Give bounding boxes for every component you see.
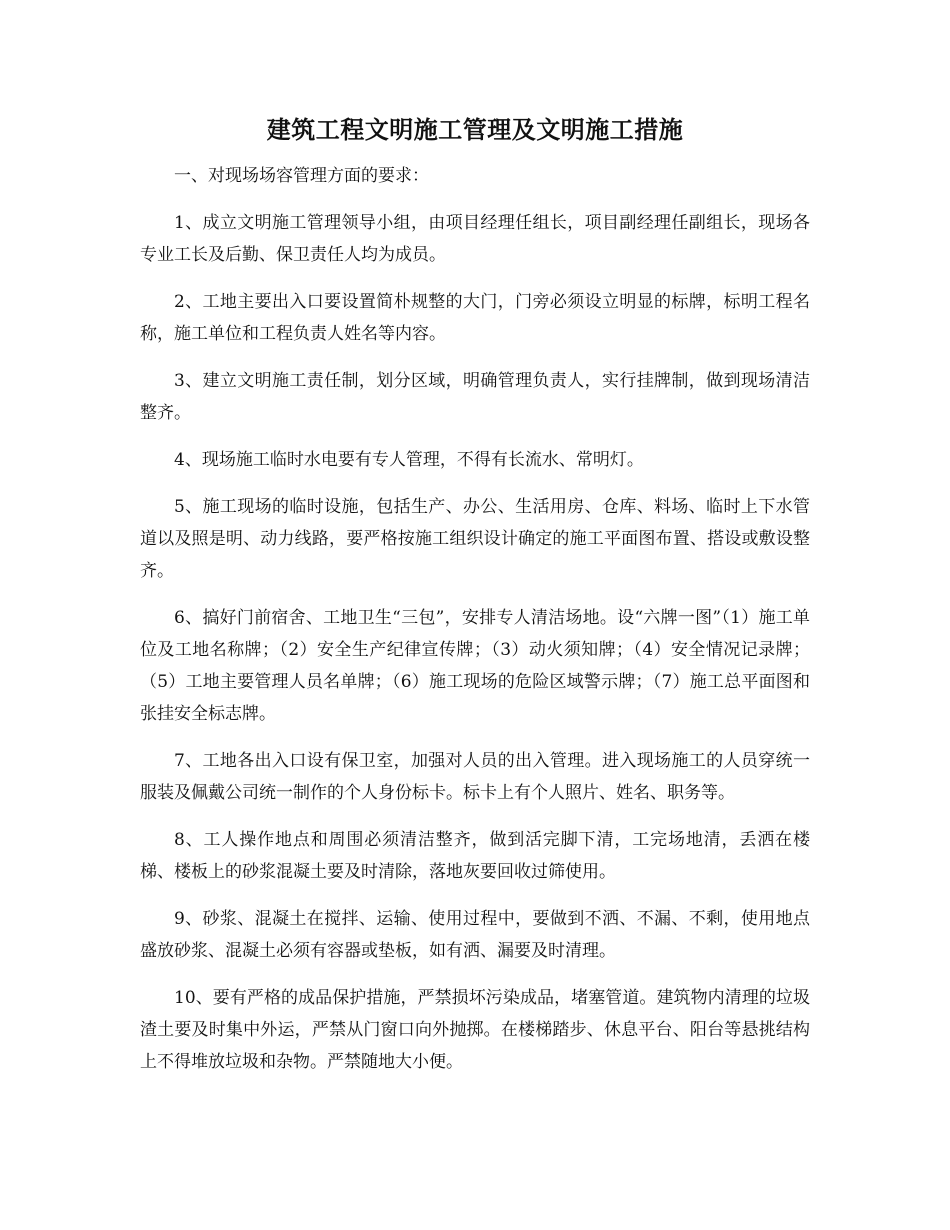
section-heading: 一、对现场场容管理方面的要求：: [174, 166, 429, 186]
paragraph-1: 1、成立文明施工管理领导小组，由项目经理任组长，项目副经理任副组长，现场各专业工长及后勤、保卫责任人均为成员。: [140, 213, 810, 265]
paragraph-8: 8、工人操作地点和周围必须清洁整齐，做到活完脚下清，工完场地清，丢洒在楼梯、楼板上的砂浆混凝土要及时清除，落地灰要回收过筛使用。: [140, 830, 810, 882]
paragraph-9: 9、砂浆、混凝土在搅拌、运输、使用过程中，要做到不洒、不漏、不剩，使用地点盛放砂浆、混凝土必须有容器或垫板，如有洒、漏要及时清理。: [140, 909, 810, 961]
paragraph-3: 3、建立文明施工责任制，划分区域，明确管理负责人，实行挂牌制，做到现场清洁整齐。: [140, 371, 810, 423]
paragraph-4: 4、现场施工临时水电要有专人管理，不得有长流水、常明灯。: [174, 450, 644, 470]
document-title: 建筑工程文明施工管理及文明施工措施: [266, 115, 684, 144]
paragraph-5: 5、施工现场的临时设施，包括生产、办公、生活用房、仓库、料场、临时上下水管道以及照是明、动力线路，要严格按施工组织设计确定的施工平面图布置、搭设或敷设整齐。: [140, 497, 810, 581]
paragraph-7: 7、工地各出入口设有保卫室，加强对人员的出入管理。进入现场施工的人员穿统一服装及佩戴公司统一制作的个人身份标卡。标卡上有个人照片、姓名、职务等。: [140, 751, 810, 803]
paragraph-6: 6、搞好门前宿舍、工地卫生“三包”，安排专人清洁场地。设“六牌一图”（1）施工单位及工地名称牌；（2）安全生产纪律宣传牌；（3）动火须知牌；（4）安全情况记录牌；（5）工地主要管理人员名单牌；（6）施工现场的危险区域警示牌；（7）施工总平面图和张挂安全标志牌。: [140, 608, 810, 724]
paragraph-2: 2、工地主要出入口要设置简朴规整的大门，门旁必须设立明显的标牌，标明工程名称，施工单位和工程负责人姓名等内容。: [140, 292, 810, 344]
paragraph-10: 10、要有严格的成品保护措施，严禁损坏污染成品，堵塞管道。建筑物内清理的垃圾渣土要及时集中外运，严禁从门窗口向外抛掷。在楼梯踏步、休息平台、阳台等悬挑结构上不得堆放垃圾和杂物。严禁随地大小便。: [140, 988, 810, 1072]
document-body: [140, 160, 810, 1093]
